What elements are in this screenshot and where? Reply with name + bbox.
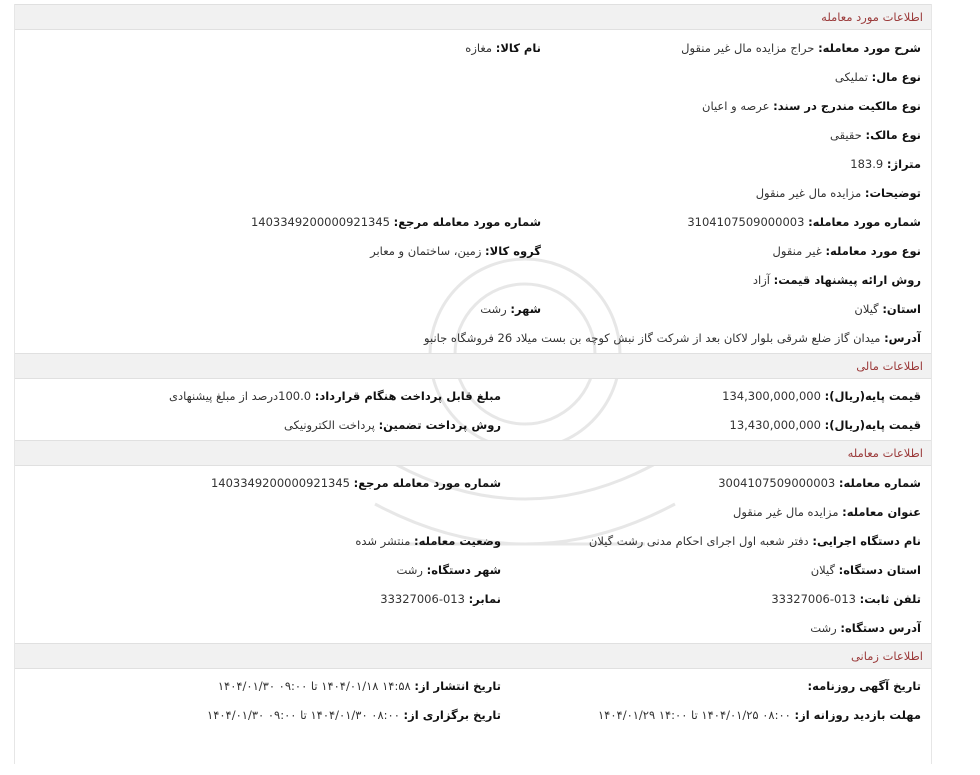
row-agency-address: آدرس دستگاه: رشت bbox=[810, 621, 921, 635]
row-area: متراژ: 183.9 bbox=[850, 157, 921, 171]
row-tx-title: عنوان معامله: مزایده مال غیر منقول bbox=[732, 505, 921, 519]
row-property-type: نوع مال: تملیکی bbox=[834, 70, 921, 84]
row-agency-province: استان دستگاه: گیلان شهر دستگاه: رشت bbox=[396, 563, 921, 577]
section-header-transaction: اطلاعات معامله bbox=[15, 440, 931, 466]
row-bid-method: روش ارائه پیشنهاد قیمت: آزاد bbox=[752, 273, 921, 287]
section-header-financial: اطلاعات مالی bbox=[15, 353, 931, 379]
row-tx-number: شماره معامله: 3004107509000003 شماره مورد معامله مرجع: 1403349200000921345 bbox=[210, 476, 921, 490]
row-address: آدرس: میدان گاز ضلع شرقی بلوار لاکان بعد از شرکت گاز نبش کوچه بن بست میلاد 26 فروشگاه جانبو bbox=[424, 331, 921, 345]
row-description bbox=[15, 34, 931, 63]
section-header-timing: اطلاعات زمانی bbox=[15, 643, 931, 669]
row-newspaper: تاریخ آگهی روزنامه: تاریخ انتشار از: ۱۴:۵۸ ۱۴۰۴/۰۱/۱۸ تا ۰۹:۰۰ ۱۴۰۴/۰۱/۳۰ bbox=[217, 679, 921, 693]
row-deal-type: نوع مورد معامله: غیر منقول گروه کالا: زمین، ساختمان و معابر bbox=[370, 244, 921, 258]
section-header-deal-info: اطلاعات مورد معامله bbox=[15, 4, 931, 30]
deal-details-panel bbox=[14, 4, 932, 764]
row-notes: توضیحات: مزایده مال غیر منقول bbox=[755, 186, 921, 200]
row-agency: نام دستگاه اجرایی: دفتر شعبه اول اجرای احکام مدنی رشت گیلان وضعیت معامله: منتشر شده bbox=[355, 534, 921, 548]
row-ownership: نوع مالکیت مندرج در سند: عرصه و اعیان bbox=[702, 99, 921, 113]
row-base-price: قیمت پایه(ریال): 134,300,000,000 مبلغ قابل پرداخت هنگام قرارداد: 100.0درصد از مبلغ پیشنهادی bbox=[169, 389, 921, 403]
row-phone: تلفن ثابت: 33327006-013 نمابر: 33327006-013 bbox=[380, 592, 921, 606]
row-guarantee: قیمت پایه(ریال): 13,430,000,000 روش پرداخت تضمین: پرداخت الکترونیکی bbox=[283, 418, 921, 432]
goods-name: نام کالا: مغازه bbox=[465, 41, 541, 55]
row-owner-type: نوع مالک: حقیقی bbox=[830, 128, 921, 142]
row-visit: مهلت بازدید روزانه از: ۰۸:۰۰ ۱۴۰۴/۰۱/۲۵ تا ۱۴:۰۰ ۱۴۰۴/۰۱/۲۹ تاریخ برگزاری از: ۰۸:۰۰ ۱۴۰۴/۰۱/۳۰ تا ۰۹:۰۰ ۱۴۰۴/۰۱/۳۰ bbox=[207, 708, 921, 722]
row-province: استان: گیلان شهر: رشت bbox=[480, 302, 921, 316]
deal-description: شرح مورد معامله: حراج مزایده مال غیر منقول bbox=[681, 41, 921, 55]
row-deal-number: شماره مورد معامله: 3104107509000003 شماره مورد معامله مرجع: 1403349200000921345 bbox=[250, 215, 921, 229]
